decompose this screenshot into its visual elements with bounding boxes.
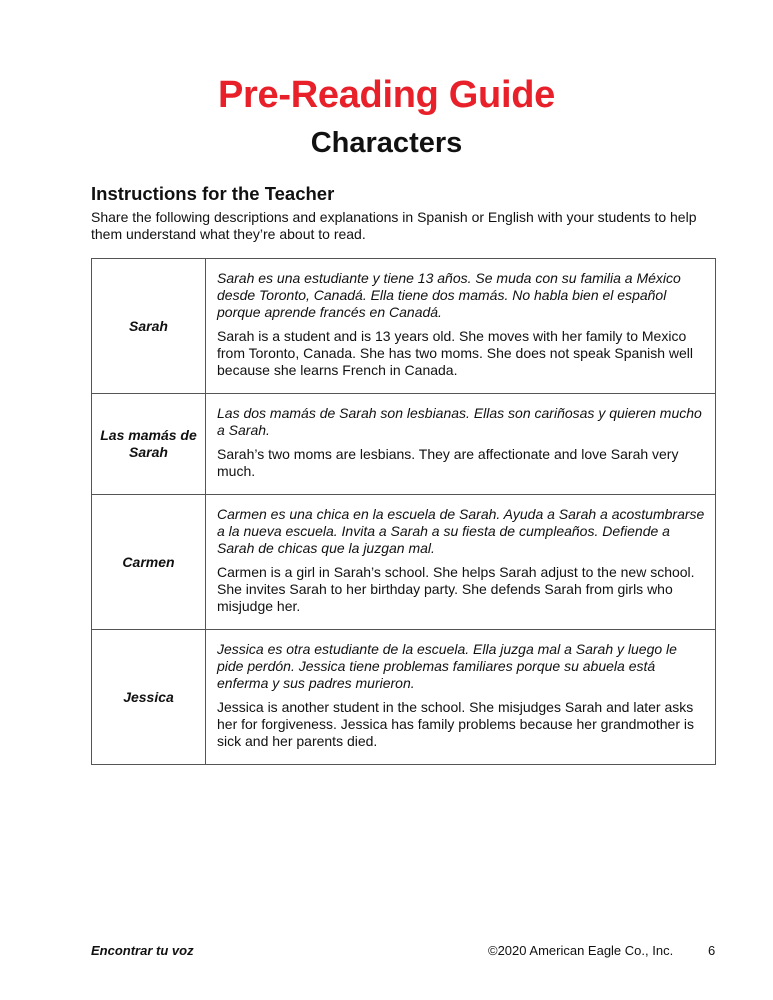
description-english: Sarah’s two moms are lesbians. They are affectionate and love Sarah very much. [217, 446, 679, 479]
description-spanish: Sarah es una estudiante y tiene 13 años. Se muda con su familia a México desde Toronto, Canadá. Ella tiene dos mamás. No habla bien el español porque aprende francés en Canadá. [217, 270, 681, 320]
character-name: Sarah [92, 259, 206, 394]
table-row [92, 394, 716, 495]
character-description [206, 394, 716, 495]
page-title: Pre-Reading Guide [218, 74, 555, 116]
description-english: Sarah is a student and is 13 years old. She moves with her family to Mexico from Toronto, Canada. She has two moms. She does not speak Spanish well because she learns French in Canada. [217, 328, 694, 378]
characters-table [91, 258, 716, 765]
footer-copyright: ©2020 American Eagle Co., Inc. [488, 943, 674, 958]
description-spanish: Carmen es una chica en la escuela de Sarah. Ayuda a Sarah a acostumbrarse a la nueva escuela. Invita a Sarah a su fiesta de cumpleaños. Defiende a Sarah de chicas que la juzgan mal. [217, 506, 705, 556]
description-spanish: Las dos mamás de Sarah son lesbianas. Ellas son cariñosas y quieren mucho a Sarah. [217, 405, 702, 438]
page-number: 6 [708, 943, 716, 958]
table-row [92, 259, 716, 394]
character-description [206, 259, 716, 394]
instructions-heading: Instructions for the Teacher [91, 183, 335, 204]
description-spanish: Jessica es otra estudiante de la escuela. Ella juzga mal a Sarah y luego le pide perdón. Jessica tiene problemas familiares porque su abuela está enferma y sus padres murieron. [217, 641, 677, 691]
character-name: Las mamás de Sarah [92, 394, 206, 495]
description-english: Carmen is a girl in Sarah’s school. She helps Sarah adjust to the new school. She invites Sarah to her birthday party. She defends Sarah from girls who misjudge her. [217, 564, 695, 614]
table-row [92, 630, 716, 765]
character-description [206, 495, 716, 630]
footer-book-title: Encontrar tu voz [91, 943, 194, 958]
table-row [92, 495, 716, 630]
page-subtitle: Characters [310, 127, 463, 159]
character-description [206, 630, 716, 765]
character-name: Jessica [92, 630, 206, 765]
instructions-text: Share the following descriptions and explanations in Spanish or English with your students to help them understand what they’re about to read. [91, 209, 697, 242]
character-name: Carmen [92, 495, 206, 630]
description-english: Jessica is another student in the school. She misjudges Sarah and later asks her for forgiveness. Jessica has family problems because her grandmother is sick and her parents died. [217, 699, 694, 749]
